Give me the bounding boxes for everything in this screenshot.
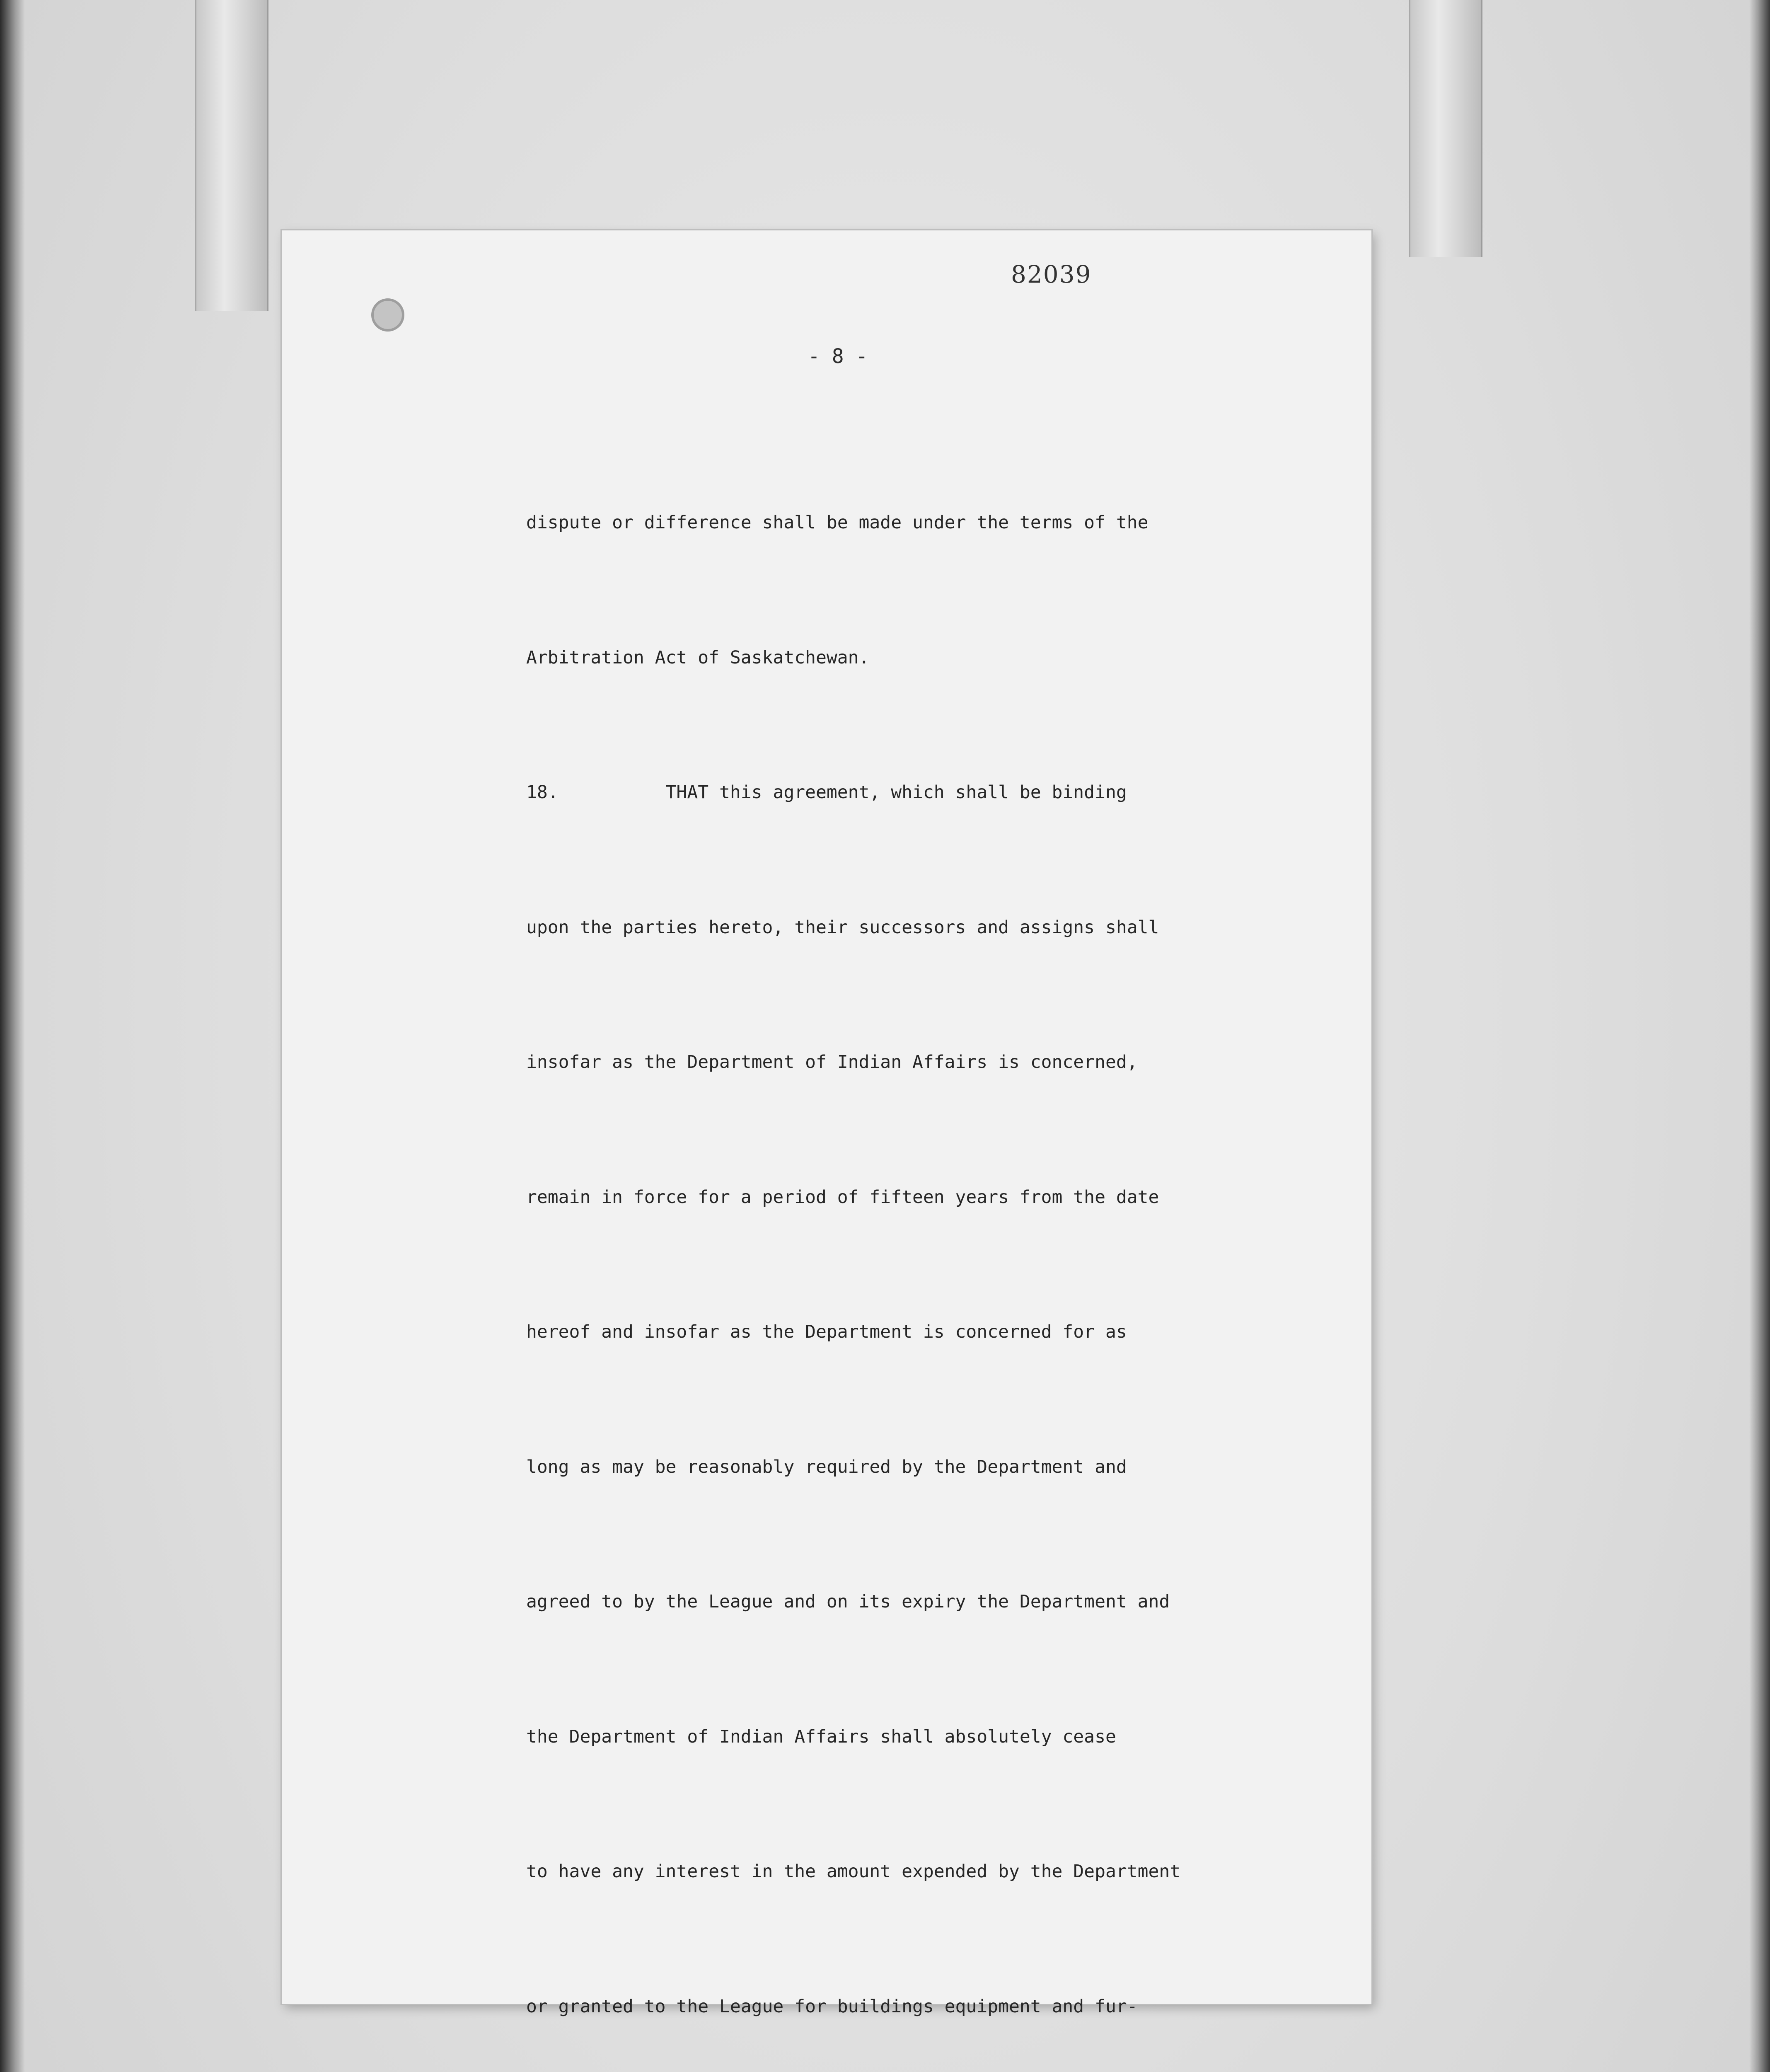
text-line: upon the parties hereto, their successors and assigns shall (526, 917, 1159, 938)
punch-hole (371, 298, 404, 332)
text-line: to have any interest in the amount expended by the Department (526, 1861, 1181, 1882)
film-edge-right (1749, 0, 1770, 2072)
film-edge-left (0, 0, 25, 2072)
text-line: long as may be reasonably required by the Department and (526, 1456, 1127, 1477)
tape-top-right (1409, 0, 1482, 257)
text-line: insofar as the Department of Indian Affairs is concerned, (526, 1052, 1138, 1072)
tape-top-left (195, 0, 268, 311)
text-line: agreed to by the League and on its expiry the Department and (526, 1591, 1170, 1612)
text-line: the Department of Indian Affairs shall absolutely cease (526, 1726, 1116, 1747)
page-number: - 8 - (808, 345, 868, 368)
document-body (526, 410, 1330, 2072)
text-line: dispute or difference shall be made under the terms of the (526, 512, 1149, 533)
text-line: or granted to the League for buildings equipment and fur- (526, 1996, 1138, 2017)
text-line: remain in force for a period of fifteen years from the date (526, 1186, 1159, 1208)
document-number: 82039 (1011, 260, 1092, 288)
text-line: Arbitration Act of Saskatchewan. (526, 647, 870, 668)
text-line: hereof and insofar as the Department is concerned for as (526, 1322, 1127, 1342)
text-line: 18. THAT this agreement, which shall be binding (526, 782, 1127, 803)
